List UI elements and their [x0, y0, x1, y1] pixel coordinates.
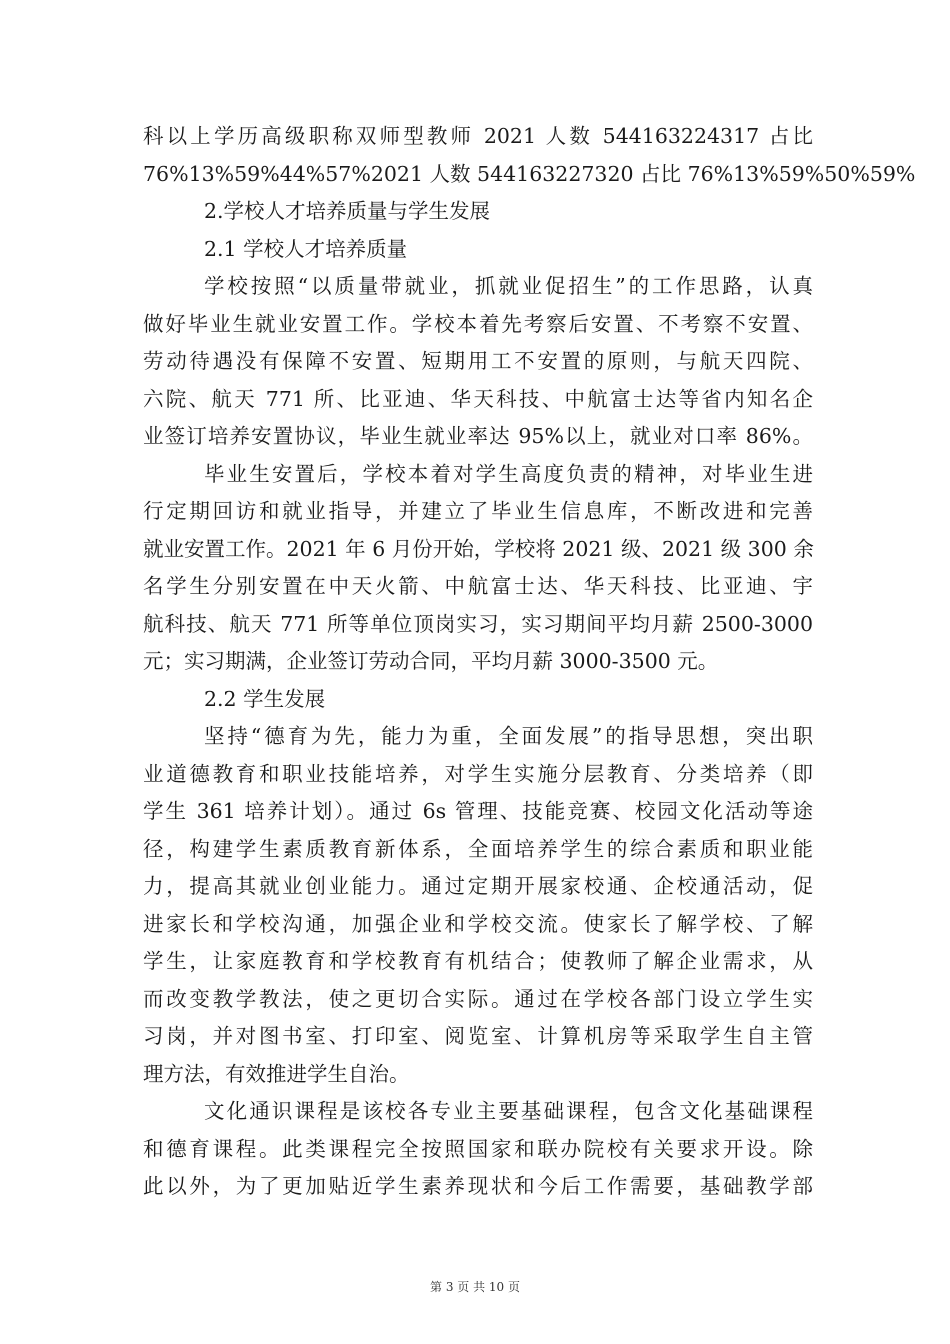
page-number: 第 3 页 共 10 页	[430, 1280, 520, 1294]
document-body	[143, 118, 916, 1206]
text-line: 2.1 学校人才培养质量	[204, 236, 408, 261]
text-line: 力，提高其就业创业能力。通过定期开展家校通、企校通活动，促	[143, 874, 813, 898]
text-line: 学生 361 培养计划）。通过 6s 管理、技能竞赛、校园文化活动等途	[143, 799, 813, 823]
text-line: 而改变教学教法，使之更切合实际。通过在学校各部门设立学生实	[143, 986, 813, 1011]
text-line: 做好毕业生就业安置工作。学校本着先考察后安置、不考察不安置、	[143, 311, 813, 336]
text-line: 习岗，并对图书室、打印室、阅览室、计算机房等采取学生自主管	[143, 1024, 813, 1048]
text-line: 径，构建学生素质教育新体系，全面培养学生的综合素质和职业能	[143, 836, 813, 861]
text-line: 劳动待遇没有保障不安置、短期用工不安置的原则，与航天四院、	[143, 349, 813, 373]
text-line: 六院、航天 771 所、比亚迪、华天科技、中航富士达等省内知名企	[143, 386, 813, 411]
text-line: 2.学校人才培养质量与学生发展	[204, 199, 491, 223]
text-line: 就业安置工作。2021 年 6 月份开始，学校将 2021 级、2021 级 300 余	[143, 536, 814, 561]
text-line: 进家长和学校沟通，加强企业和学校交流。使家长了解学校、了解	[143, 911, 813, 936]
text-line: 和德育课程。此类课程完全按照国家和联办院校有关要求开设。除	[143, 1136, 813, 1161]
text-line: 航科技、航天 771 所等单位顶岗实习，实习期间平均月薪 2500-3000	[143, 611, 813, 636]
text-line: 科以上学历高级职称双师型教师 2021 人数 544163224317 占比	[143, 124, 813, 148]
text-line: 毕业生安置后，学校本着对学生高度负责的精神，对毕业生进	[204, 461, 813, 486]
text-line: 业签订培养安置协议，毕业生就业率达 95%以上，就业对口率 86%。	[143, 424, 813, 448]
text-line: 文化通识课程是该校各专业主要基础课程，包含文化基础课程	[204, 1099, 813, 1123]
text-line: 坚持“德育为先，能力为重，全面发展”的指导思想，突出职	[204, 724, 813, 748]
text-line: 学校按照“以质量带就业，抓就业促招生”的工作思路，认真	[204, 274, 813, 298]
text-line: 2.2 学生发展	[204, 686, 326, 711]
text-line: 理方法，有效推进学生自治。	[143, 1061, 410, 1086]
text-line: 名学生分别安置在中天火箭、中航富士达、华天科技、比亚迪、宇	[143, 574, 813, 598]
page-footer	[0, 1278, 950, 1295]
text-line: 元；实习期满，企业签订劳动合同，平均月薪 3000-3500 元。	[143, 649, 719, 673]
text-line: 业道德教育和职业技能培养，对学生实施分层教育、分类培养（即	[143, 761, 813, 786]
text-line: 学生，让家庭教育和学校教育有机结合；使教师了解企业需求，从	[143, 949, 813, 973]
text-line: 行定期回访和就业指导，并建立了毕业生信息库，不断改进和完善	[143, 499, 813, 523]
text-line: 此以外，为了更加贴近学生素养现状和今后工作需要，基础教学部	[143, 1174, 813, 1198]
text-line: 76%13%59%44%57%2021 人数 544163227320 占比 76%13%59%50%59%	[143, 161, 916, 186]
